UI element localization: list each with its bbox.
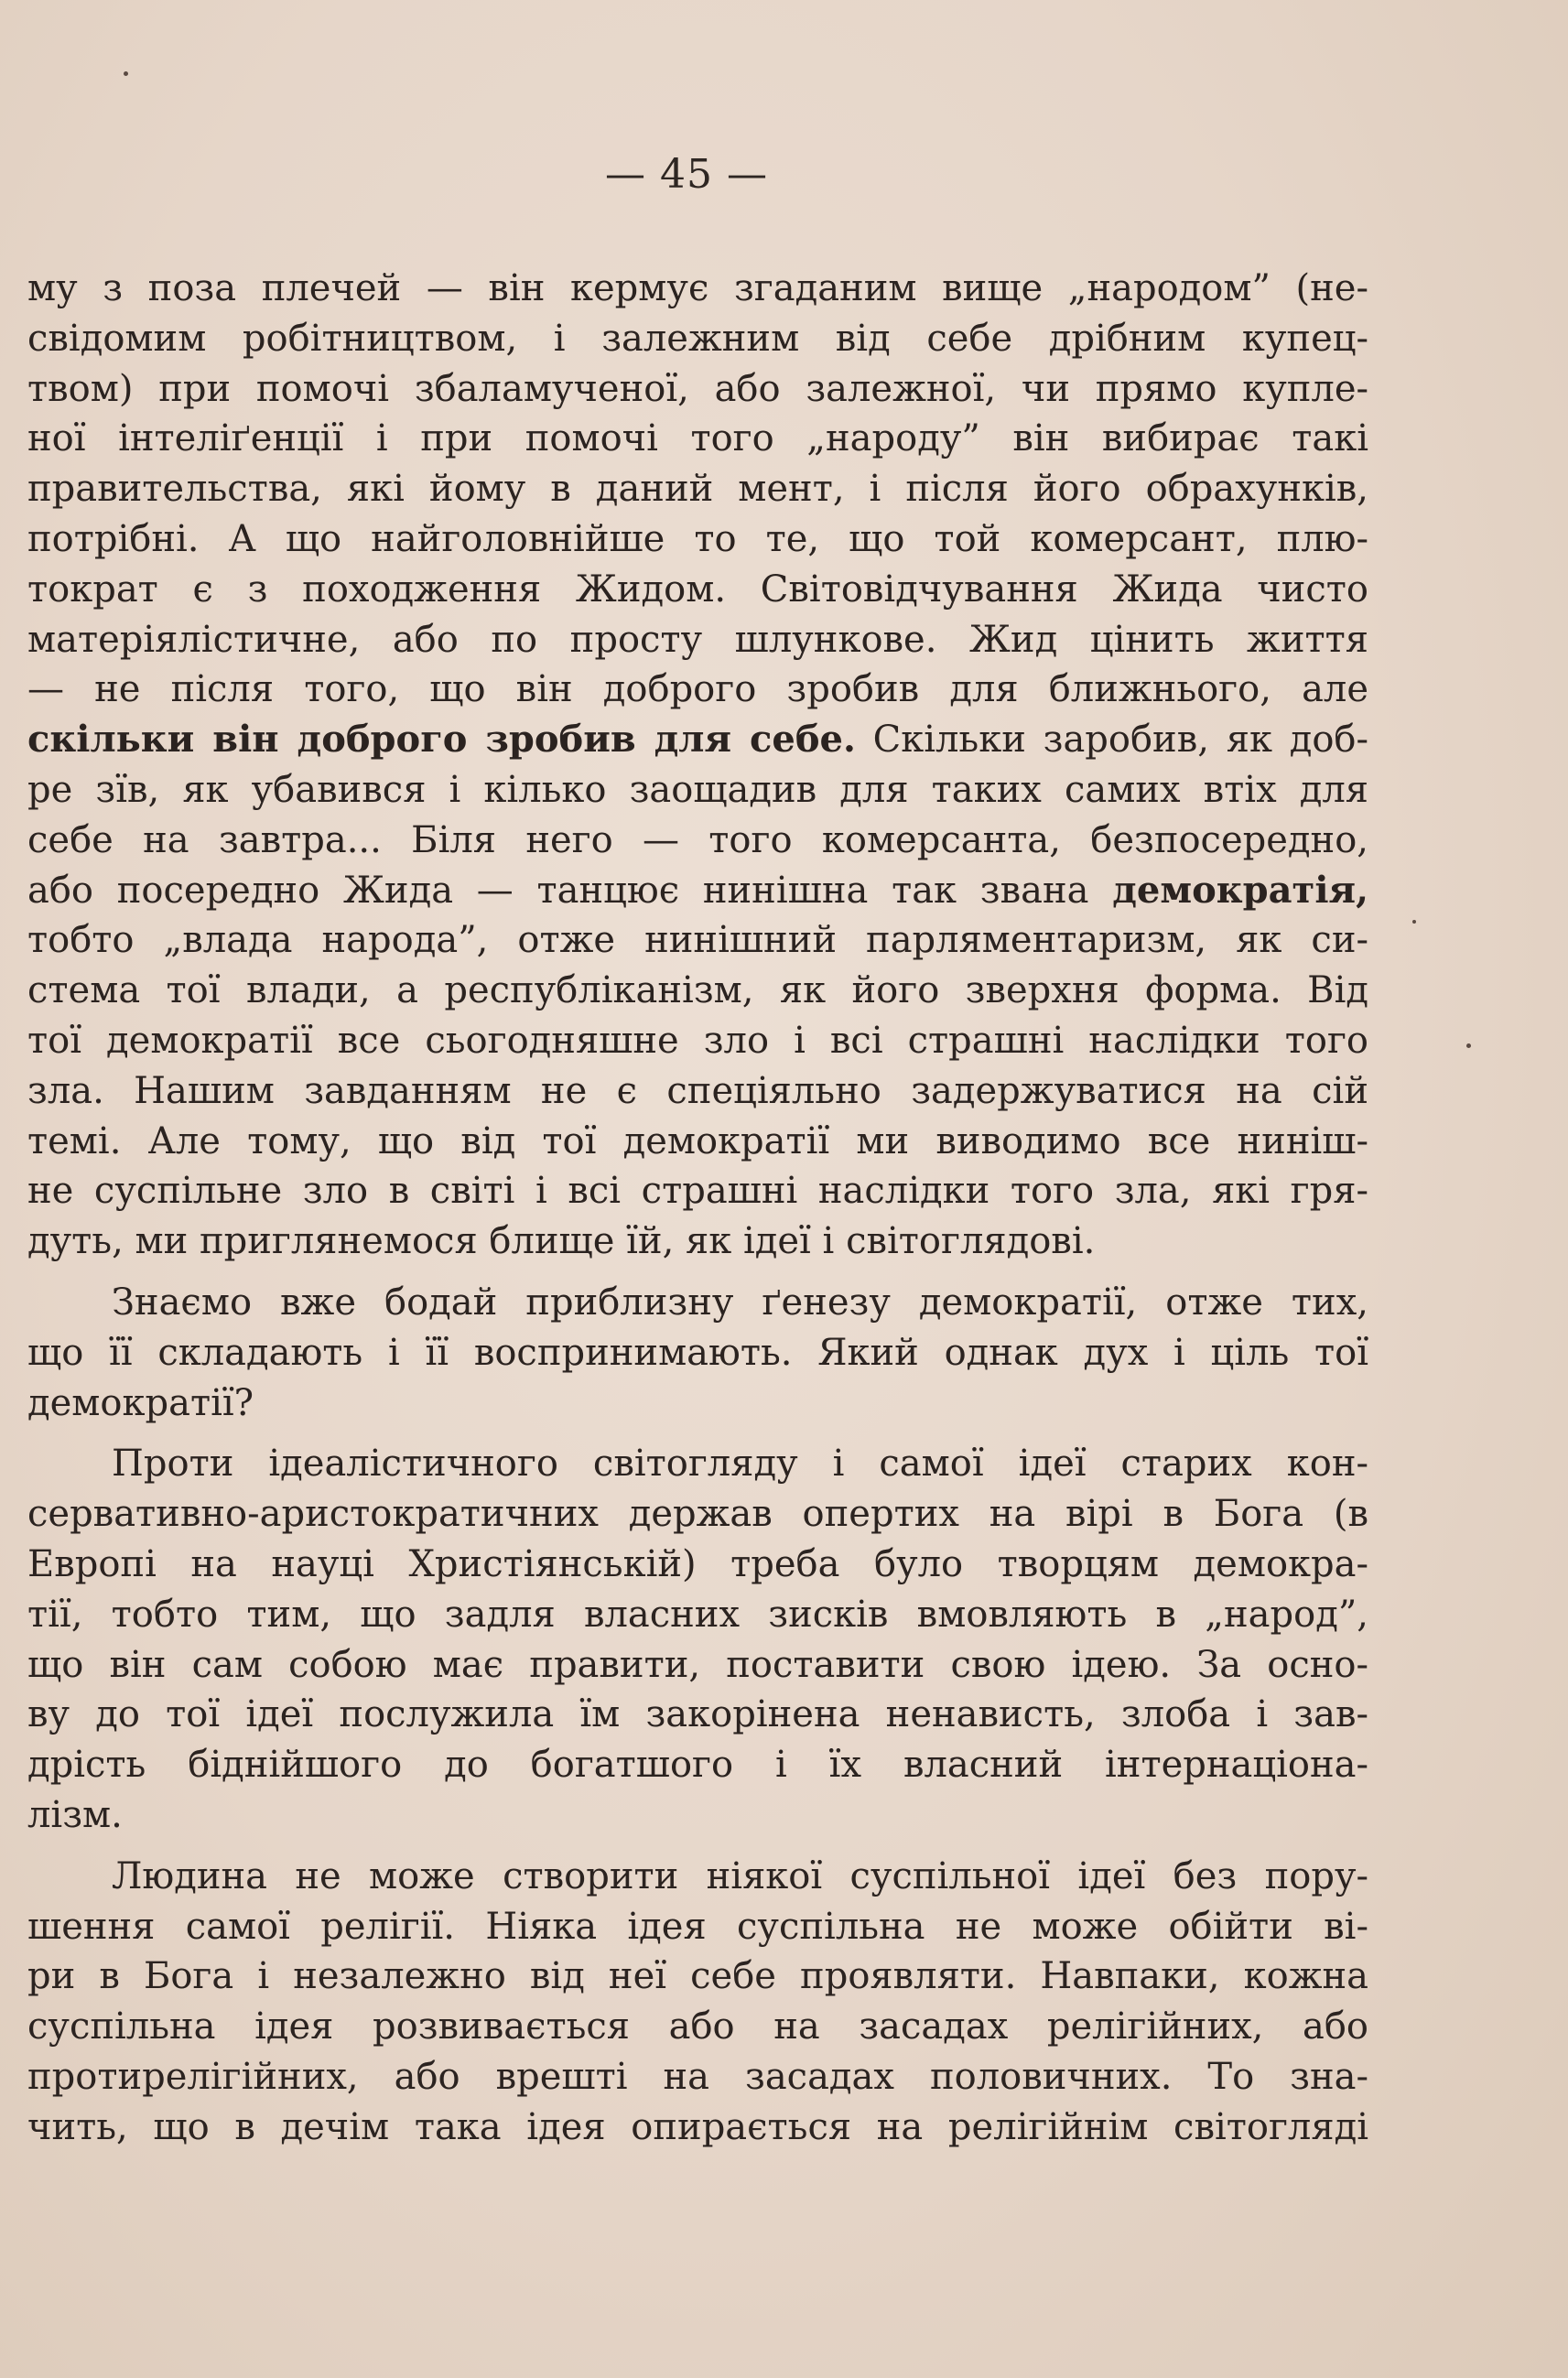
text-line: лізм. [27, 1793, 123, 1836]
text-line: ре зїв, як убавився і кілько заощадив для таких самих втіх для [27, 768, 1368, 811]
paper-speck [1412, 920, 1416, 924]
text-line: ної інтеліґенції і при помочі того „народу” він вибирає такі [27, 417, 1368, 460]
text-line: му з поза плечей — він кермує згаданим вище „народом” (не- [27, 267, 1368, 309]
text-run: або посередно Жида — танцює нинішна так звана [27, 869, 1113, 912]
text-line: зла. Нашим завданням не є спеціяльно задержуватися на сій [27, 1069, 1368, 1112]
text-line: протирелігійних, або врешті на засадах половичних. То зна- [27, 2055, 1368, 2098]
bold-phrase: скільки він доброго зробив для себе. [27, 718, 856, 762]
text-line: матеріялістичне, або по просту шлункове. Жид цінить життя [27, 618, 1368, 661]
paper-speck [124, 71, 128, 76]
text-line: не суспільне зло в світі і всі страшні наслідки того зла, які гря- [27, 1170, 1368, 1213]
text-line: що він сам собою має правити, поставити свою ідею. За осно- [27, 1643, 1368, 1686]
text-line [27, 715, 1368, 765]
text-line: тії, тобто тим, що задля власних зисків вмовляють в „народ”, [27, 1593, 1368, 1636]
text-line: потрібні. А що найголовнійше то те, що той комерсант, плю- [27, 517, 1368, 560]
text-line: тої демократії все сьогодняшне зло і всі страшні наслідки того [27, 1019, 1368, 1062]
text-line [27, 866, 1368, 916]
body-text [27, 264, 1368, 2152]
bold-phrase: демократія, [1112, 868, 1368, 912]
text-line: темі. Але тому, що від тої демократії ми виводимо все нинiш- [27, 1119, 1368, 1162]
page-number: — 45 — [605, 151, 768, 198]
text-line: дуть, ми приглянемося блище їй, як ідеї і світоглядові. [27, 1220, 1096, 1263]
text-line: сервативно-аристократичних держав опертих на вірі в Бога (в [27, 1493, 1368, 1536]
text-line: тобто „влада народа”, отже нинішний парляментаризм, як си- [27, 919, 1368, 962]
text-line: свідомим робітництвом, і залежним від себе дрібним купец- [27, 317, 1368, 360]
text-line: чить, що в дечім така ідея опирається на релігійнім світогляді [27, 2105, 1368, 2148]
text-line: правительства, які йому в даний мент, і після його обрахунків, [27, 468, 1368, 511]
text-line: шення самої релігії. Ніяка ідея суспільна не може обійти ві- [27, 1905, 1368, 1948]
text-line: стема тої влади, а республіканізм, як його зверхня форма. Від [27, 969, 1368, 1012]
text-line: демократії? [27, 1381, 254, 1424]
text-line: — не після того, що він доброго зробив для ближнього, але [27, 668, 1368, 711]
text-run: Скільки заробив, як доб- [855, 719, 1368, 762]
paragraph-start: Проти ідеалістичного світогляду і самої ідеї старих кон- [112, 1443, 1368, 1486]
text-line: тократ є з походження Жидом. Світовідчування Жида чисто [27, 567, 1368, 611]
text-line: суспільна ідея розвивається або на засадах релігійних, або [27, 2005, 1368, 2048]
text-line: себе на завтра... Біля него — того комерсанта, безпосередно, [27, 818, 1368, 861]
paper-speck [1466, 1043, 1471, 1048]
text-line: ри в Бога і незалежно від неї себе проявляти. Навпаки, кожна [27, 1955, 1368, 1998]
text-line: що її складають і її воспринимають. Який однак дух і ціль тої [27, 1331, 1368, 1374]
text-line: дрість біднійшого до богатшого і їх власний інтернаціона- [27, 1744, 1368, 1787]
paragraph-start: Знаємо вже бодай приблизну ґенезу демократії, отже тих, [112, 1281, 1368, 1324]
text-line: ву до тої ідеї послужила їм закорінена ненависть, злоба і зав- [27, 1693, 1368, 1736]
text-line: Европі на науці Христіянській) треба було творцям демокра- [27, 1542, 1368, 1585]
text-line: твом) при помочі збаламученої, або залежної, чи прямо купле- [27, 367, 1368, 410]
paragraph-start: Людина не може створити ніякої суспільної ідеї без пору- [112, 1854, 1368, 1897]
